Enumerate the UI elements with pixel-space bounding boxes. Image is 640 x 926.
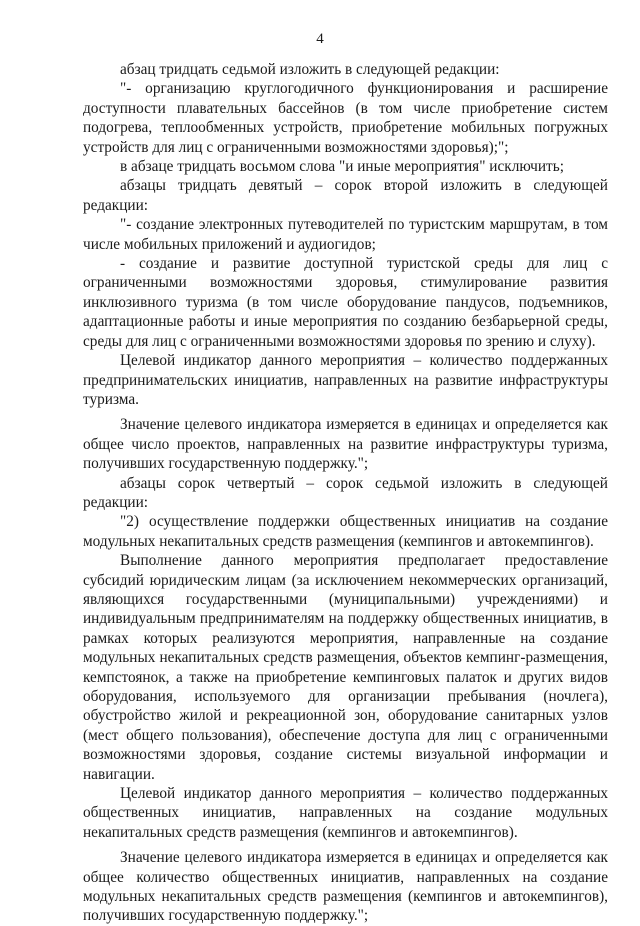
paragraph: абзацы тридцать девятый – сорок второй изложить в следующей редакции: — [83, 177, 608, 214]
paragraph: - создание и развитие доступной туристской среды для лиц с ограниченными возможностями здоровья, стимулирование развития инклюзивного туризма (в том числе оборудование пандусов, подъемников, адаптационные работы и иные мероприятия по созданию безбарьерной среды, среды для лиц с ограниченными возможностями здоровья по зрению и слуху). — [83, 255, 608, 350]
paragraph: Целевой индикатор данного мероприятия – количество поддержанных общественных инициатив, направленных на создание модульных некапитальных средств размещения (кемпингов и автокемпингов). — [83, 785, 608, 841]
paragraph: "- создание электронных путеводителей по туристским маршрутам, в том числе мобильных приложений и аудиогидов; — [83, 216, 608, 253]
paragraph: "2) осуществление поддержки общественных инициатив на создание модульных некапитальных средств размещения (кемпингов и автокемпингов). — [83, 513, 608, 550]
document-body — [83, 60, 608, 926]
paragraph: "- организацию круглогодичного функционирования и расширение доступности плавательных бассейнов (в том числе приобретение систем подогрева, теплообменных устройств, приобретение мобильных погружных устройств для лиц с ограниченными возможностями здоровья);"; — [83, 80, 608, 156]
paragraph: абзацы сорок четвертый – сорок седьмой изложить в следующей редакции: — [83, 474, 608, 511]
page-number: 4 — [316, 31, 324, 47]
paragraph: Выполнение данного мероприятия предполагает предоставление субсидий юридическим лицам (за исключением некоммерческих организаций, являющихся государственными (муниципальными) учреждениями) и индивидуальным предпринимателям на поддержку общественных инициатив, в рамках которых реализуются мероприятия, направленные на создание модульных некапитальных средств размещения, объектов кемпинг-размещения, кемпстоянок, а также на приобретение кемпинговых палаток и других видов оборудования, используемого для организации пребывания (ночлега), обустройство жилой и рекреационной зон, оборудование санитарных узлов (мест общего пользования), обеспечение доступа для лиц с ограниченными возможностями здоровья, создание системы визуальной информации и навигации. — [83, 552, 608, 783]
paragraph: абзац тридцать седьмой изложить в следующей редакции: — [120, 61, 500, 78]
paragraph: Значение целевого индикатора измеряется в единицах и определяется как общее число проектов, направленных на развитие инфраструктуры туризма, получивших государственную поддержку."; — [83, 416, 608, 473]
paragraph: в абзаце тридцать восьмом слова "и иные мероприятия" исключить; — [120, 158, 564, 176]
paragraph: Целевой индикатор данного мероприятия – количество поддержанных предпринимательских инициатив, направленных на развитие инфраструктуры туризма. — [83, 352, 608, 408]
paragraph: Значение целевого индикатора измеряется в единицах и определяется как общее количество общественных инициатив, направленных на создание модульных некапитальных средств размещения (кемпингов и автокемпингов), получивших государственную поддержку."; — [83, 849, 608, 925]
